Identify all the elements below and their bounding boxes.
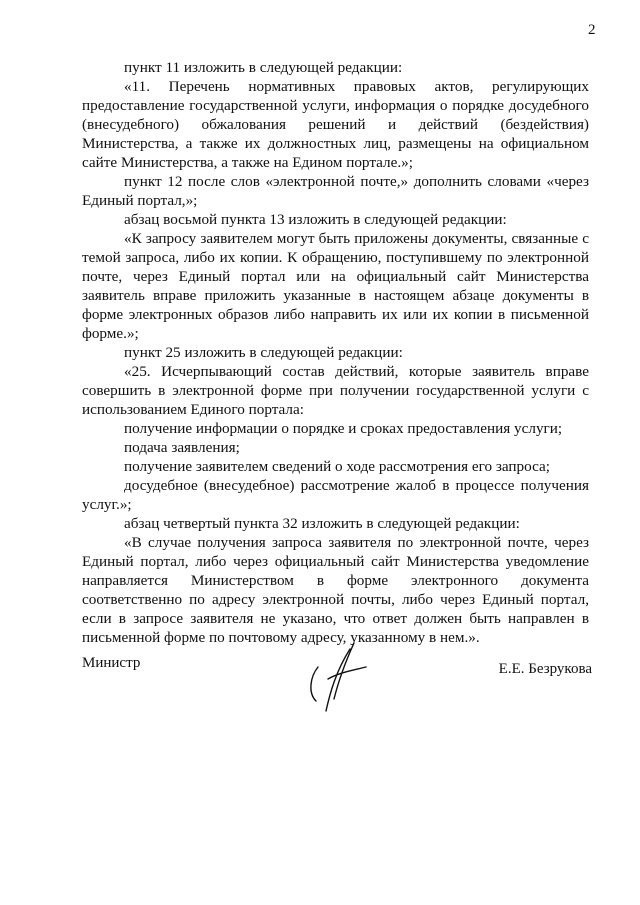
paragraph: получение заявителем сведений о ходе рассмотрения его запроса; xyxy=(124,458,550,475)
paragraph: абзац восьмой пункта 13 изложить в следующей редакции: xyxy=(124,211,507,228)
paragraph: пункт 11 изложить в следующей редакции: xyxy=(124,59,403,76)
document-body xyxy=(82,58,589,647)
paragraph: досудебное (внесудебное) рассмотрение жалоб в процессе получения услуг.»; xyxy=(82,477,589,513)
paragraph: «25. Исчерпывающий состав действий, которые заявитель вправе совершить в электронной форме при получении государственной услуги с использованием Единого портала: xyxy=(82,363,589,418)
paragraph: пункт 12 после слов «электронной почте,» дополнить словами «через Единый портал,»; xyxy=(82,173,589,209)
paragraph: абзац четвертый пункта 32 изложить в следующей редакции: xyxy=(124,515,520,532)
page-number: 2 xyxy=(588,22,596,38)
signatory-role: Министр xyxy=(82,655,141,671)
handwritten-signature xyxy=(304,641,374,713)
paragraph: «11. Перечень нормативных правовых актов, регулирующих предоставление государственной услуги, информация о порядке досудебного (внесудебного) обжалования решений и действий (бездействия) Министерства, а также их должностных лиц, размещены на официальном сайте Министерства, а также на Едином портале.»; xyxy=(82,78,589,171)
paragraph: подача заявления; xyxy=(124,439,240,456)
signatory-name: Е.Е. Безрукова xyxy=(498,661,592,677)
signature-block xyxy=(82,653,592,713)
paragraph: «В случае получения запроса заявителя по электронной почте, через Единый портал, либо через официальный сайт Министерства уведомление направляется Министерством в форме электронного документа соответственно по адресу электронной почты, либо через Единый портал, если в запросе заявителя не указано, что ответ должен быть направлен в письменной форме по почтовому адресу, указанному в нем.». xyxy=(82,534,589,646)
paragraph: «К запросу заявителем могут быть приложены документы, связанные с темой запроса, либо их копии. К обращению, поступившему по электронной почте, через Единый портал или на официальный сайт Министерства заявитель вправе приложить указанные в настоящем абзаце документы в форме электронных образов либо направить их или их копии в письменной форме.»; xyxy=(82,230,589,342)
paragraph: пункт 25 изложить в следующей редакции: xyxy=(124,344,403,361)
paragraph: получение информации о порядке и сроках предоставления услуги; xyxy=(124,420,563,437)
